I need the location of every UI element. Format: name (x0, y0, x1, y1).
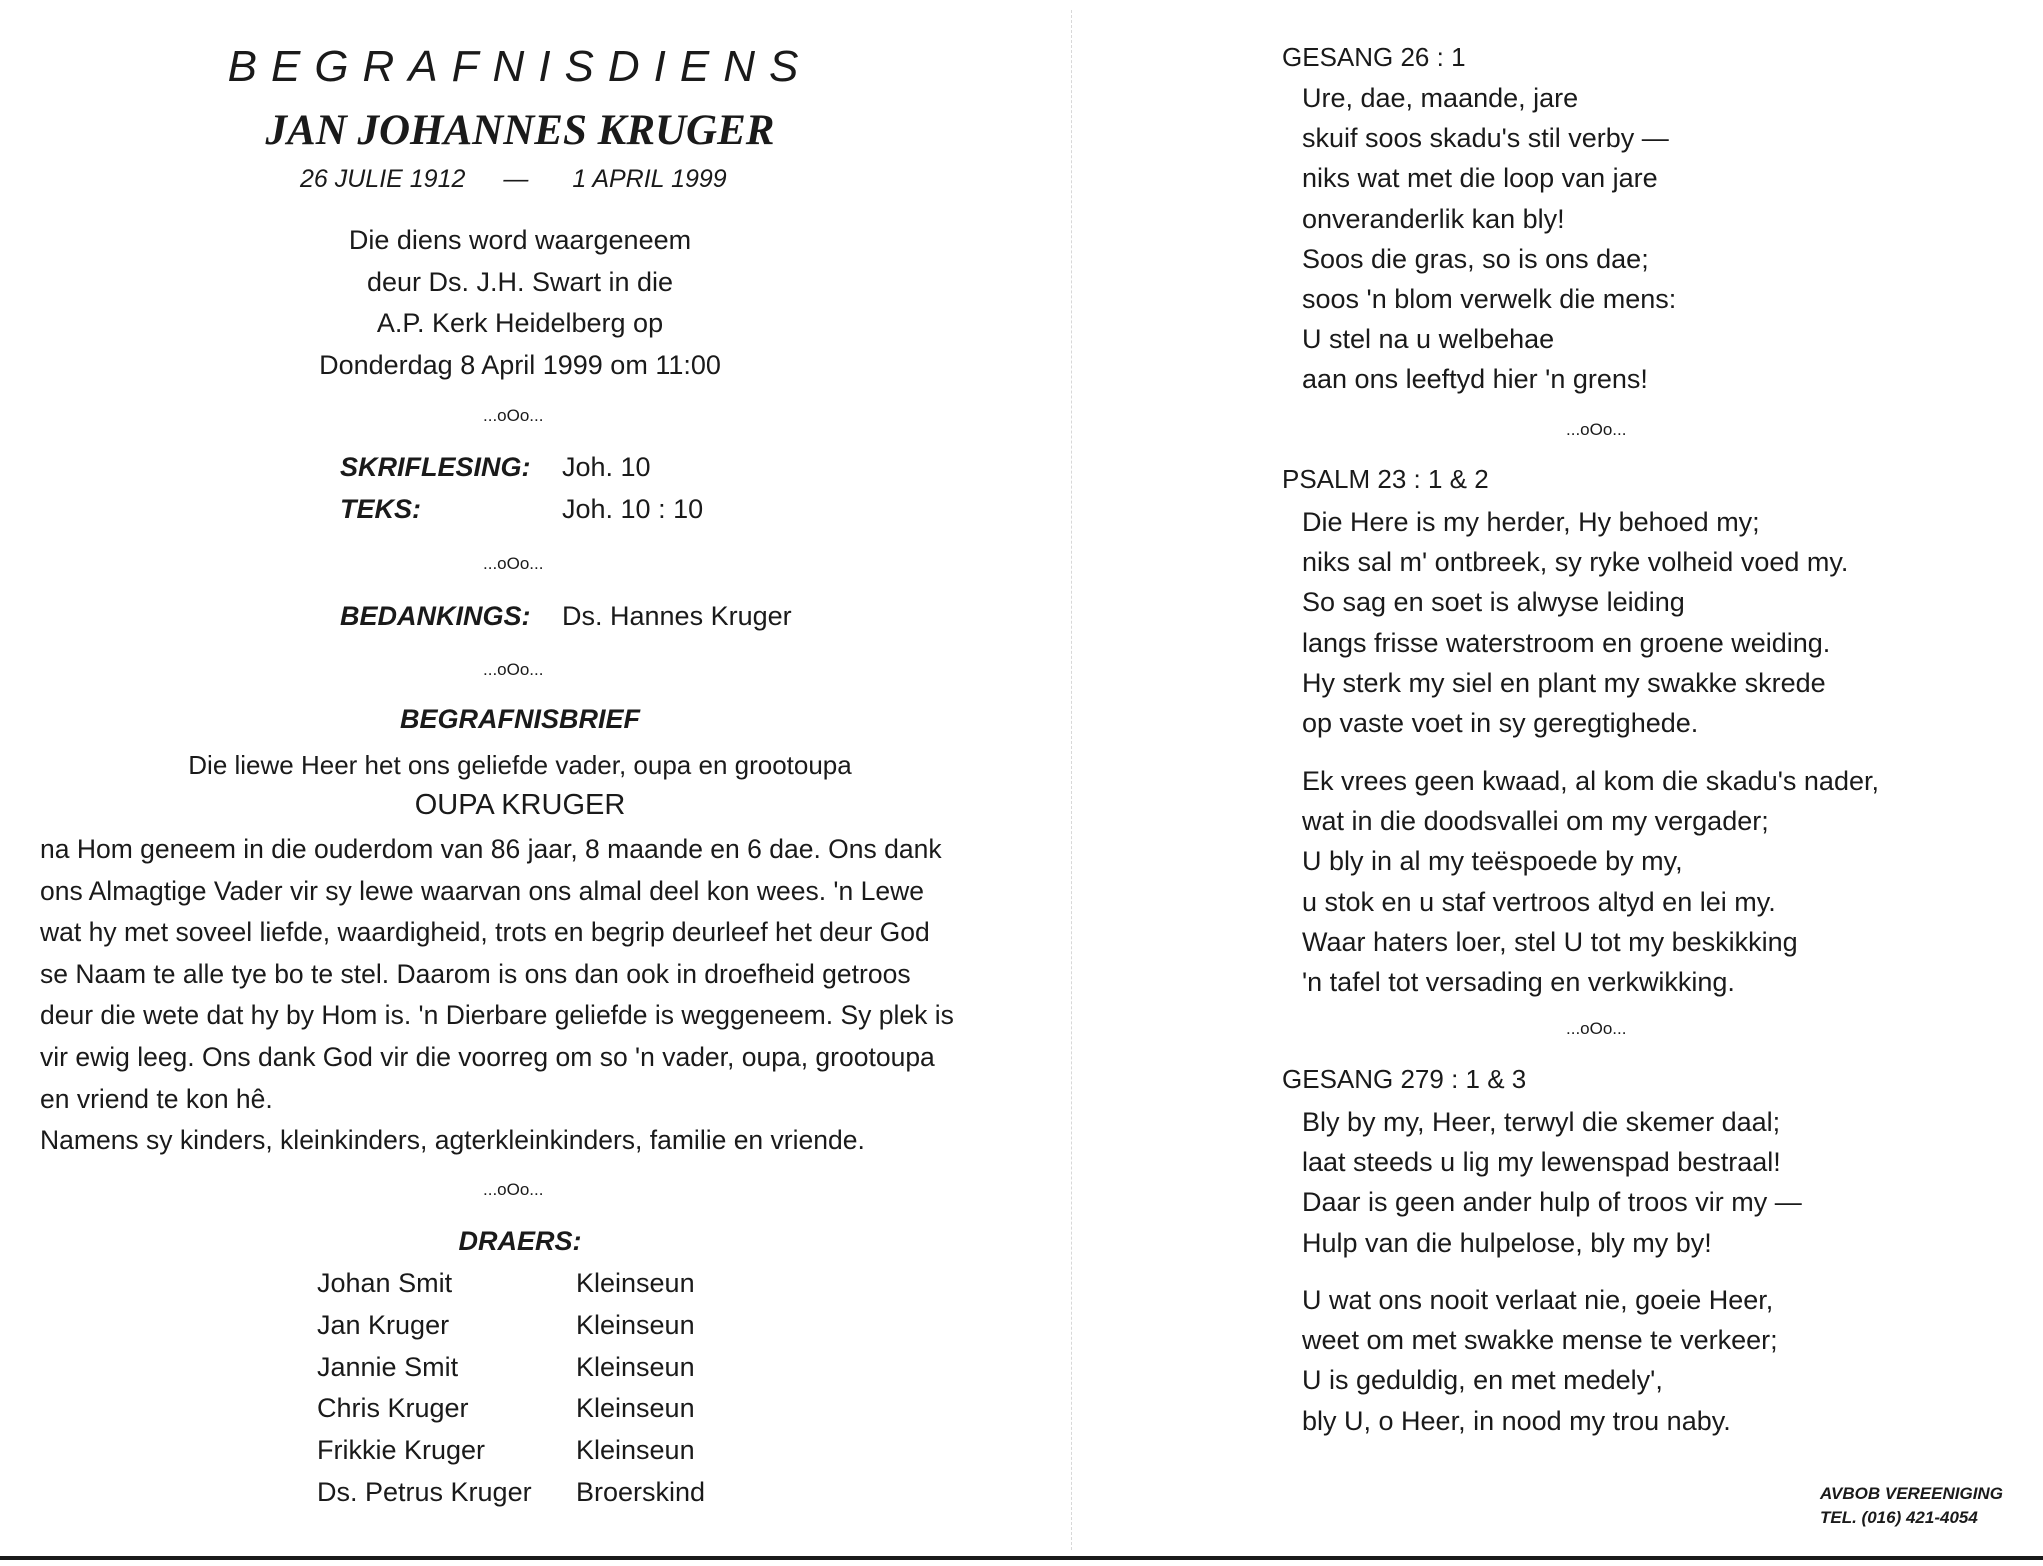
verse-line: U bly in al my teëspoede by my, (1302, 846, 1683, 877)
date-dash: — (503, 165, 529, 193)
brief-line: wat hy met soveel liefde, waardigheid, trots en begrip deurleef het deur God (40, 917, 930, 948)
verse-line: U wat ons nooit verlaat nie, goeie Heer, (1302, 1285, 1774, 1315)
bearer-name: Ds. Petrus Kruger (317, 1476, 532, 1507)
verse-line: wat in die doodsvallei om my vergader; (1302, 806, 1769, 837)
verse-line: weet om met swakke mense te verkeer; (1302, 1325, 1778, 1356)
bearer-relation: Kleinseun (576, 1435, 695, 1466)
verse-line: Daar is geen ander hulp of troos vir my — (1302, 1187, 1802, 1218)
deceased-name: JAN JOHANNES KRUGER (265, 107, 775, 154)
bottom-rule (0, 1556, 2043, 1560)
bearer-name: Frikkie Kruger (317, 1435, 486, 1466)
brief-line: en vriend te kon hê. (40, 1083, 273, 1114)
brief-intro: Die liewe Heer het ons geliefde vader, oupa en grootoupa (188, 750, 852, 780)
hymn-verse (1302, 78, 1676, 400)
bearer-row (317, 1268, 705, 1310)
bearer-row (317, 1435, 705, 1477)
verse-line: bly U, o Heer, in nood my trou naby. (1302, 1405, 1731, 1436)
bearer-relation: Kleinseun (576, 1351, 695, 1382)
psalm-verse (1302, 761, 1879, 1002)
page-title: BEGRAFNISDIENS (227, 42, 813, 91)
bearer-relation: Kleinseun (576, 1268, 695, 1298)
bearer-name: Chris Kruger (317, 1393, 469, 1424)
brief-text (40, 829, 1005, 1162)
draers-heading: DRAERS: (458, 1226, 582, 1256)
bearer-relation: Broerskind (576, 1476, 706, 1507)
service-line: A.P. Kerk Heidelberg op (376, 308, 664, 338)
verse-line: skuif soos skadu's stil verby — (1302, 123, 1669, 154)
bearer-name: Jan Kruger (317, 1309, 450, 1340)
service-details (0, 220, 1040, 386)
birth-date: 26 JULIE 1912 (300, 165, 466, 193)
bearers-list (317, 1268, 705, 1519)
separator: ...oOo... (1566, 420, 1627, 439)
teks-value: Joh. 10 : 10 (562, 494, 704, 524)
skriflesing-value: Joh. 10 (562, 452, 651, 482)
verse-line: langs frisse waterstroom en groene weiding. (1302, 627, 1831, 658)
verse-line: Hy sterk my siel en plant my swakke skrede (1302, 667, 1826, 698)
hymn-title: GESANG 279 : 1 & 3 (1282, 1064, 1527, 1094)
undertaker-phone: TEL. (016) 421-4054 (1820, 1508, 1978, 1527)
undertaker-name: AVBOB VEREENIGING (1820, 1484, 2003, 1503)
bearer-relation: Kleinseun (576, 1393, 695, 1424)
verse-line: Hulp van die hulpelose, bly my by! (1302, 1227, 1712, 1258)
separator: ...oOo... (483, 554, 544, 573)
teks-row (340, 494, 703, 525)
verse-line: Bly by my, Heer, terwyl die skemer daal; (1302, 1107, 1781, 1137)
verse-line: U is geduldig, en met medely', (1302, 1365, 1663, 1396)
separator: ...oOo... (483, 1180, 544, 1199)
fold-line (1071, 10, 1072, 1550)
bearer-relation: Kleinseun (576, 1309, 695, 1340)
service-line: Donderdag 8 April 1999 om 11:00 (319, 349, 721, 380)
brief-line: se Naam te alle tye bo te stel. Daarom is ons dan ook in droefheid getroos (40, 958, 911, 989)
bearer-name: Johan Smit (317, 1268, 453, 1298)
verse-line: Ek vrees geen kwaad, al kom die skadu's nader, (1302, 766, 1879, 796)
bearer-name: Jannie Smit (317, 1351, 459, 1382)
verse-line: aan ons leeftyd hier 'n grens! (1302, 364, 1648, 395)
verse-line: soos 'n blom verwelk die mens: (1302, 284, 1677, 315)
verse-line: So sag en soet is alwyse leiding (1302, 587, 1685, 618)
bearer-row (317, 1352, 705, 1394)
verse-line: onveranderlik kan bly! (1302, 203, 1565, 234)
verse-line: Die Here is my herder, Hy behoed my; (1302, 507, 1760, 537)
life-dates (300, 165, 727, 194)
brief-line: ons Almagtige Vader vir sy lewe waarvan ons almal deel kon wees. 'n Lewe (40, 875, 924, 906)
psalm-title: PSALM 23 : 1 & 2 (1282, 464, 1489, 494)
verse-line: 'n tafel tot versading en verkwikking. (1302, 967, 1735, 998)
brief-line: vir ewig leeg. Ons dank God vir die voorreg om so 'n vader, oupa, grootoupa (40, 1041, 935, 1072)
hymn-verse (1302, 1280, 1778, 1441)
bedankings-row (340, 601, 792, 632)
teks-label: TEKS: (340, 494, 421, 524)
undertaker-footer (1820, 1482, 2003, 1530)
brief-line: na Hom geneem in die ouderdom van 86 jaar, 8 maande en 6 dae. Ons dank (40, 834, 942, 864)
brief-heading: BEGRAFNISBRIEF (399, 704, 640, 734)
verse-line: niks sal m' ontbreek, sy ryke volheid voed my. (1302, 547, 1849, 578)
psalm-verse (1302, 502, 1848, 743)
bedankings-label: BEDANKINGS: (340, 601, 531, 631)
verse-line: u stok en u staf vertroos altyd en lei my. (1302, 886, 1776, 917)
verse-line: Waar haters loer, stel U tot my beskikking (1302, 926, 1798, 957)
brief-line: Namens sy kinders, kleinkinders, agterkleinkinders, familie en vriende. (40, 1125, 865, 1156)
separator: ...oOo... (1566, 1019, 1627, 1038)
bearer-row (317, 1310, 705, 1352)
verse-line: laat steeds u lig my lewenspad bestraal! (1302, 1147, 1781, 1178)
verse-line: Soos die gras, so is ons dae; (1302, 243, 1649, 274)
service-line: Die diens word waargeneem (348, 225, 692, 255)
separator: ...oOo... (483, 406, 544, 425)
skriflesing-row (340, 452, 651, 483)
skriflesing-label: SKRIFLESING: (340, 452, 531, 482)
bedankings-value: Ds. Hannes Kruger (562, 601, 792, 631)
bearer-row (317, 1477, 705, 1519)
verse-line: U stel na u welbehae (1302, 324, 1555, 355)
service-line: deur Ds. J.H. Swart in die (366, 266, 674, 297)
hymn-title: GESANG 26 : 1 (1282, 42, 1466, 72)
brief-name: OUPA KRUGER (414, 789, 626, 821)
bearer-row (317, 1393, 705, 1435)
verse-line: niks wat met die loop van jare (1302, 163, 1658, 194)
brief-line: deur die wete dat hy by Hom is. 'n Dierbare geliefde is weggeneem. Sy plek is (40, 1000, 954, 1031)
hymn-verse (1302, 1102, 1802, 1263)
verse-line: Ure, dae, maande, jare (1302, 83, 1579, 113)
verse-line: op vaste voet in sy geregtighede. (1302, 708, 1699, 739)
death-date: 1 APRIL 1999 (572, 165, 727, 193)
separator: ...oOo... (483, 660, 544, 679)
